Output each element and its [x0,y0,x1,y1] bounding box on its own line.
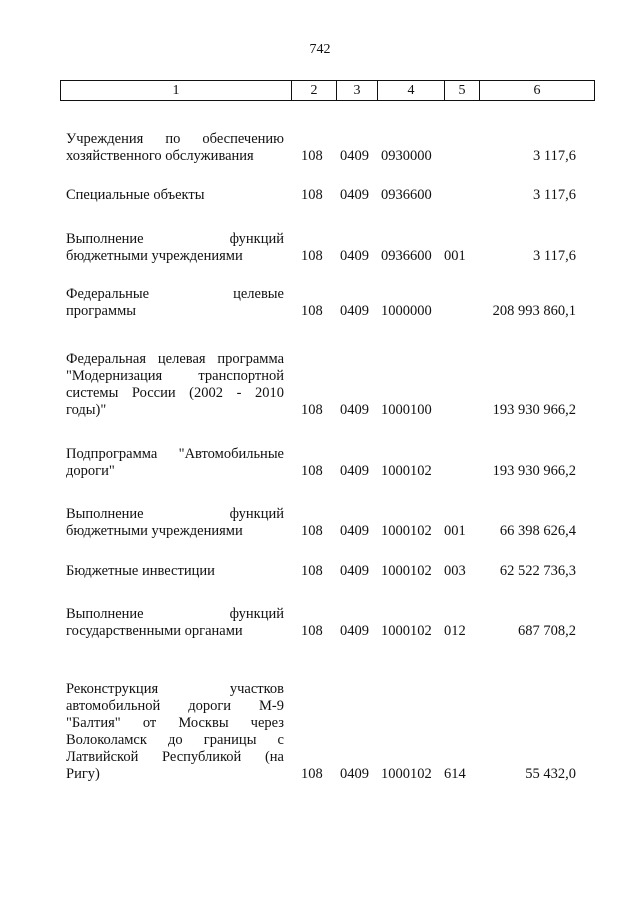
cell-amount: 62 522 736,3 [499,563,576,579]
description-line: Подпрограмма "Автомобильные [66,446,284,462]
cell-subsection: 0409 [340,148,369,164]
cell-amount: 687 708,2 [518,623,576,639]
column-header-table [60,80,595,101]
cell-section: 108 [301,402,323,418]
description-line: хозяйственного обслуживания [66,148,254,164]
description-line: Реконструкция участков [66,681,284,697]
description-line: Выполнение функций [66,506,284,522]
cell-subsection: 0409 [340,187,369,203]
cell-expense-type: 614 [444,766,466,782]
column-header-2: 2 [292,81,337,101]
description-line: Федеральная целевая программа [66,351,284,367]
description-line: бюджетными учреждениями [66,523,243,539]
cell-amount: 193 930 966,2 [492,402,576,418]
cell-amount: 66 398 626,4 [499,523,576,539]
column-header-4: 4 [378,81,445,101]
description-line: Волоколамск до границы с [66,732,284,748]
row-description [66,681,284,783]
description-line: Латвийской Республикой (на [66,749,284,765]
description-line: Федеральные целевые [66,286,284,302]
description-line: Выполнение функций [66,231,284,247]
description-line: программы [66,303,136,319]
row-description [66,231,284,265]
row-description [66,286,284,320]
column-header-1: 1 [61,81,292,101]
cell-amount: 193 930 966,2 [492,463,576,479]
row-description [66,131,284,165]
cell-target-article: 0930000 [381,148,432,164]
cell-subsection: 0409 [340,523,369,539]
description-line: Выполнение функций [66,606,284,622]
cell-section: 108 [301,766,323,782]
cell-expense-type: 001 [444,248,466,264]
description-line: дороги" [66,463,115,479]
cell-section: 108 [301,523,323,539]
description-line: Бюджетные инвестиции [66,563,215,579]
row-description [66,563,284,580]
column-header-5: 5 [445,81,480,101]
row-description [66,351,284,419]
description-line: Учреждения по обеспечению [66,131,284,147]
page-number: 742 [309,42,331,57]
cell-expense-type: 001 [444,523,466,539]
description-line: годы)" [66,402,107,418]
row-description [66,187,284,204]
cell-amount: 3 117,6 [533,187,576,203]
cell-subsection: 0409 [340,463,369,479]
column-header-6: 6 [480,81,595,101]
description-line: "Балтия" от Москвы через [66,715,284,731]
cell-section: 108 [301,563,323,579]
cell-amount: 3 117,6 [533,148,576,164]
cell-section: 108 [301,248,323,264]
cell-section: 108 [301,463,323,479]
column-header-3: 3 [337,81,378,101]
cell-subsection: 0409 [340,563,369,579]
cell-target-article: 0936600 [381,248,432,264]
cell-amount: 55 432,0 [525,766,576,782]
cell-section: 108 [301,187,323,203]
cell-target-article: 1000102 [381,463,432,479]
cell-section: 108 [301,623,323,639]
description-line: "Модернизация транспортной [66,368,284,384]
description-line: бюджетными учреждениями [66,248,243,264]
cell-subsection: 0409 [340,303,369,319]
cell-subsection: 0409 [340,623,369,639]
cell-target-article: 1000000 [381,303,432,319]
cell-section: 108 [301,148,323,164]
cell-target-article: 0936600 [381,187,432,203]
row-description [66,506,284,540]
cell-amount: 208 993 860,1 [492,303,576,319]
row-description [66,606,284,640]
cell-expense-type: 003 [444,563,466,579]
cell-subsection: 0409 [340,766,369,782]
column-header-row [61,81,595,101]
cell-target-article: 1000102 [381,523,432,539]
cell-expense-type: 012 [444,623,466,639]
cell-subsection: 0409 [340,402,369,418]
cell-section: 108 [301,303,323,319]
description-line: Ригу) [66,766,100,782]
cell-amount: 3 117,6 [533,248,576,264]
cell-subsection: 0409 [340,248,369,264]
description-line: государственными органами [66,623,243,639]
description-line: автомобильной дороги М-9 [66,698,284,714]
cell-target-article: 1000102 [381,766,432,782]
cell-target-article: 1000102 [381,563,432,579]
description-line: Специальные объекты [66,187,205,203]
cell-target-article: 1000102 [381,623,432,639]
cell-target-article: 1000100 [381,402,432,418]
row-description [66,446,284,480]
description-line: системы России (2002 - 2010 [66,385,284,401]
